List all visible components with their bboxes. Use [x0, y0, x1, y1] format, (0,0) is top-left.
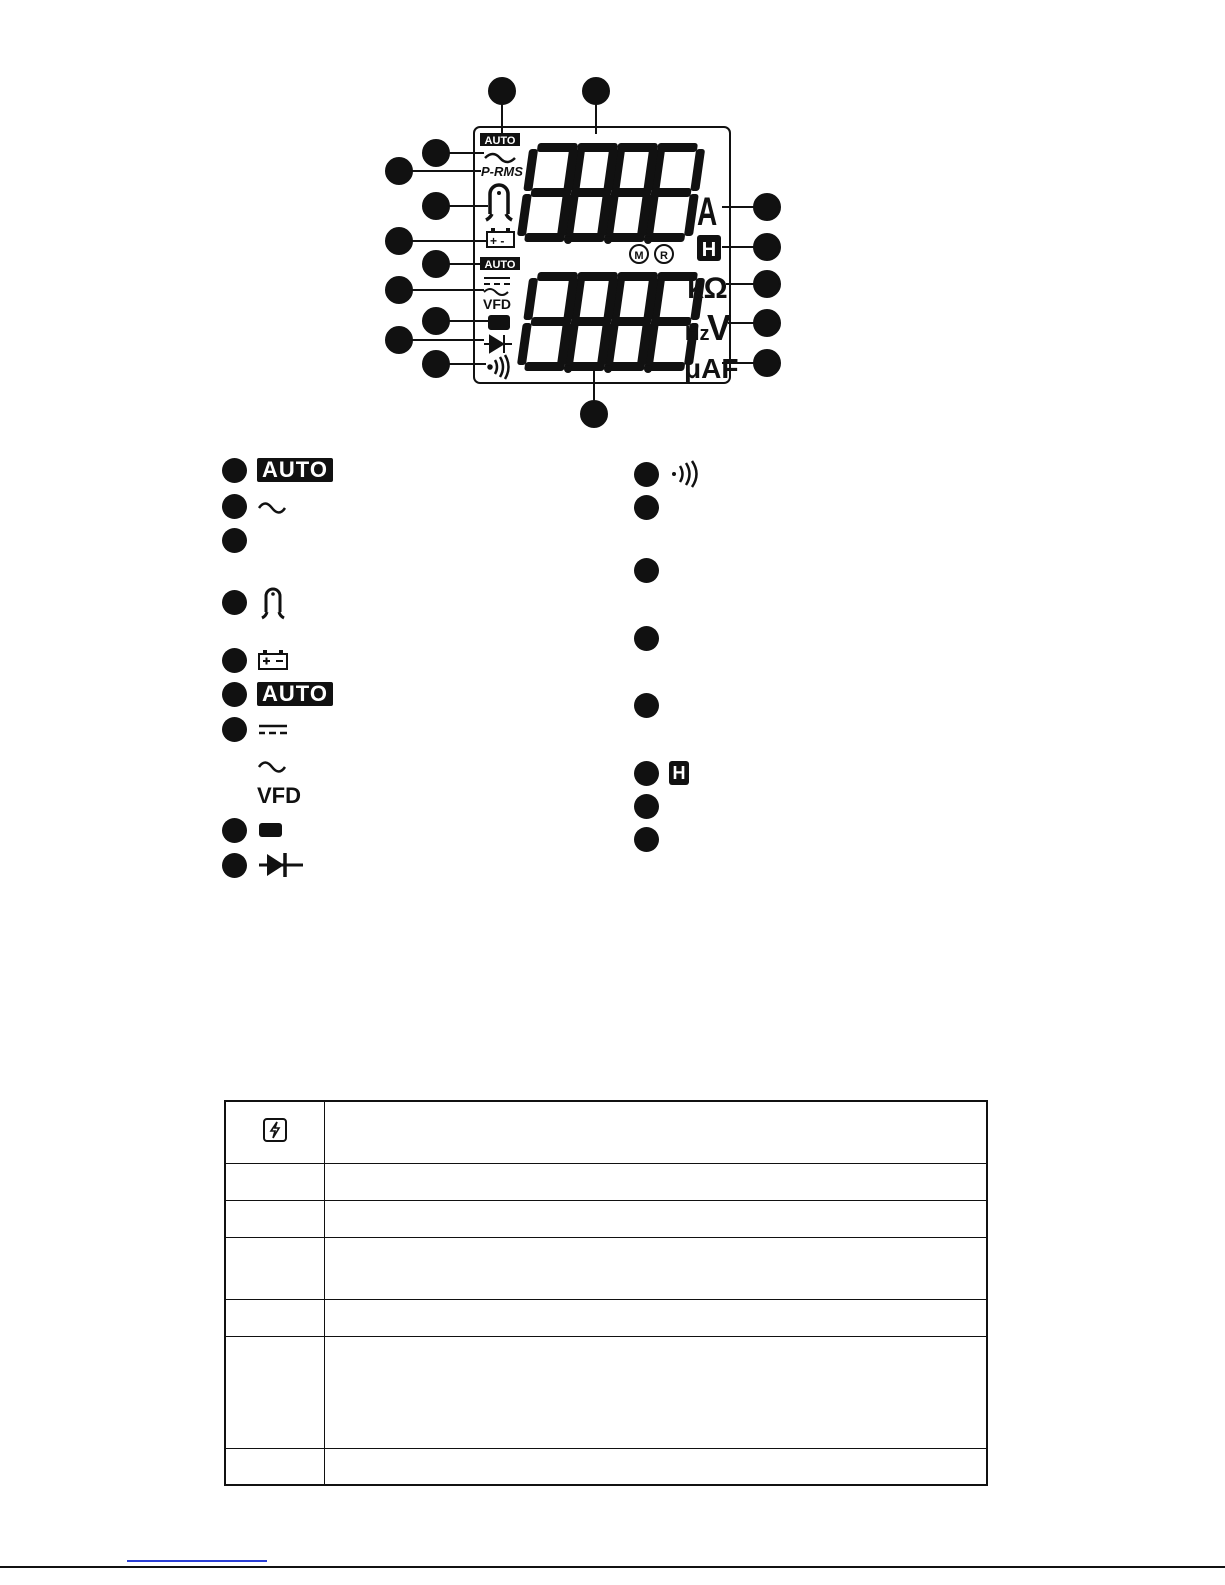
legend-row-ac2	[222, 752, 287, 778]
legend-row-18	[634, 826, 659, 852]
legend-dot	[222, 590, 247, 615]
table-symbol-cell	[225, 1448, 325, 1485]
table-row	[225, 1448, 987, 1485]
legend-dot	[634, 558, 659, 583]
callout-11	[423, 351, 449, 377]
auto2-badge: AUTO	[257, 682, 333, 706]
callout-8	[386, 277, 412, 303]
callout-3	[423, 140, 449, 166]
callout-1	[489, 78, 515, 104]
lcd-max-icon	[630, 245, 648, 263]
continuity-icon	[669, 460, 703, 488]
legend-row-auto	[222, 457, 333, 483]
callout-5	[423, 193, 449, 219]
callout-12	[581, 401, 607, 427]
legend-dot	[222, 458, 247, 483]
clamp-icon	[257, 584, 287, 620]
table-desc-cell	[325, 1200, 988, 1237]
legend-dot	[222, 528, 247, 553]
legend-row-15	[634, 692, 659, 718]
legend-row-continuity	[634, 461, 703, 487]
legend-dot	[222, 682, 247, 707]
table-desc-cell	[325, 1336, 988, 1448]
vfd-label: VFD	[257, 783, 301, 808]
lcd-diode-icon	[484, 335, 512, 353]
table-symbol-cell	[225, 1336, 325, 1448]
callout-9	[423, 308, 449, 334]
lcd-prms-label: P-RMS	[481, 164, 523, 179]
callout-10	[386, 327, 412, 353]
legend-row-prms	[222, 527, 247, 553]
hold-badge	[669, 761, 689, 785]
symbols-table	[224, 1100, 988, 1486]
legend-dot	[634, 626, 659, 651]
battery-icon	[257, 649, 291, 671]
lightning-icon	[262, 1130, 288, 1147]
lcd-unit-a: A	[697, 190, 718, 235]
legend-row-17	[634, 793, 659, 819]
auto-badge: AUTO	[257, 458, 333, 482]
callout-2	[583, 78, 609, 104]
footer-link-underline[interactable]	[127, 1560, 267, 1562]
legend-dot	[634, 495, 659, 520]
legend-dot	[222, 818, 247, 843]
callout-6	[386, 228, 412, 254]
legend-row-12	[634, 494, 659, 520]
table-desc-cell	[325, 1101, 988, 1163]
table-desc-cell	[325, 1448, 988, 1485]
legend-row-hold	[634, 760, 689, 786]
diode-icon	[257, 852, 305, 878]
table-symbol-cell	[225, 1163, 325, 1200]
lcd-ac2-icon	[484, 289, 508, 295]
lcd-unit-v: V	[707, 307, 732, 348]
digits-top	[516, 143, 706, 244]
lcd-auto-label: AUTO	[484, 135, 516, 147]
tilde-icon	[257, 755, 287, 775]
table-symbol-cell	[225, 1101, 325, 1163]
callout-15	[754, 271, 780, 297]
callout-13	[754, 194, 780, 220]
hold-label: H	[669, 761, 689, 785]
lcd-unit-hz: Hz	[685, 323, 710, 345]
dc-icon	[257, 721, 289, 737]
legend-dot	[222, 494, 247, 519]
lcd-clamp-icon	[486, 185, 512, 220]
table-row	[225, 1299, 987, 1336]
table-row	[225, 1163, 987, 1200]
svg-text:R: R	[660, 250, 668, 262]
legend-row-auto2	[222, 681, 333, 707]
lcd-continuity-icon	[489, 355, 509, 379]
callout-4	[386, 158, 412, 184]
tilde-icon	[257, 496, 287, 516]
lcd-dc-icon	[484, 278, 510, 284]
legend-dot	[634, 827, 659, 852]
legend-row-battery	[222, 647, 291, 673]
svg-text:+ -: + -	[490, 234, 505, 248]
low-z-icon	[257, 821, 285, 839]
table-row	[225, 1200, 987, 1237]
legend-row-ac	[222, 493, 287, 519]
lcd-diagram	[0, 0, 1225, 440]
legend-dot	[222, 853, 247, 878]
lcd-battery-icon	[487, 228, 514, 248]
legend-row-vfd	[222, 783, 301, 809]
legend-row-diode	[222, 852, 305, 878]
digits-bottom	[516, 272, 706, 373]
table-row	[225, 1101, 987, 1163]
lcd-unit-uaf: μAF	[684, 353, 739, 384]
table-symbol-cell	[225, 1237, 325, 1299]
legend-dot	[634, 693, 659, 718]
lcd-hold-label: H	[701, 239, 717, 261]
legend-dot	[222, 717, 247, 742]
legend-row-dc	[222, 716, 289, 742]
table-desc-cell	[325, 1237, 988, 1299]
table-row	[225, 1336, 987, 1448]
legend-row-clamp	[222, 584, 287, 620]
legend-dot	[222, 648, 247, 673]
lcd-unit-kohm: kΩ	[687, 272, 728, 305]
callout-7	[423, 251, 449, 277]
legend-row-14	[634, 625, 659, 651]
table-row	[225, 1237, 987, 1299]
lcd-ac-icon	[485, 154, 515, 162]
callout-14	[754, 234, 780, 260]
legend-row-13	[634, 557, 659, 583]
legend-row-lowz	[222, 817, 285, 843]
table-symbol-cell	[225, 1200, 325, 1237]
legend-dot	[634, 794, 659, 819]
callout-16	[754, 310, 780, 336]
footer-rule	[0, 1566, 1225, 1568]
table-symbol-cell	[225, 1299, 325, 1336]
callout-17	[754, 350, 780, 376]
svg-text:M: M	[634, 250, 644, 262]
lcd-auto2-label: AUTO	[484, 259, 516, 271]
lcd-rel-icon	[655, 245, 673, 263]
legend-dot	[634, 462, 659, 487]
lcd-vfd-label: VFD	[483, 296, 511, 312]
table-desc-cell	[325, 1163, 988, 1200]
lcd-low-z-icon	[488, 315, 510, 330]
legend-dot	[634, 761, 659, 786]
table-desc-cell	[325, 1299, 988, 1336]
